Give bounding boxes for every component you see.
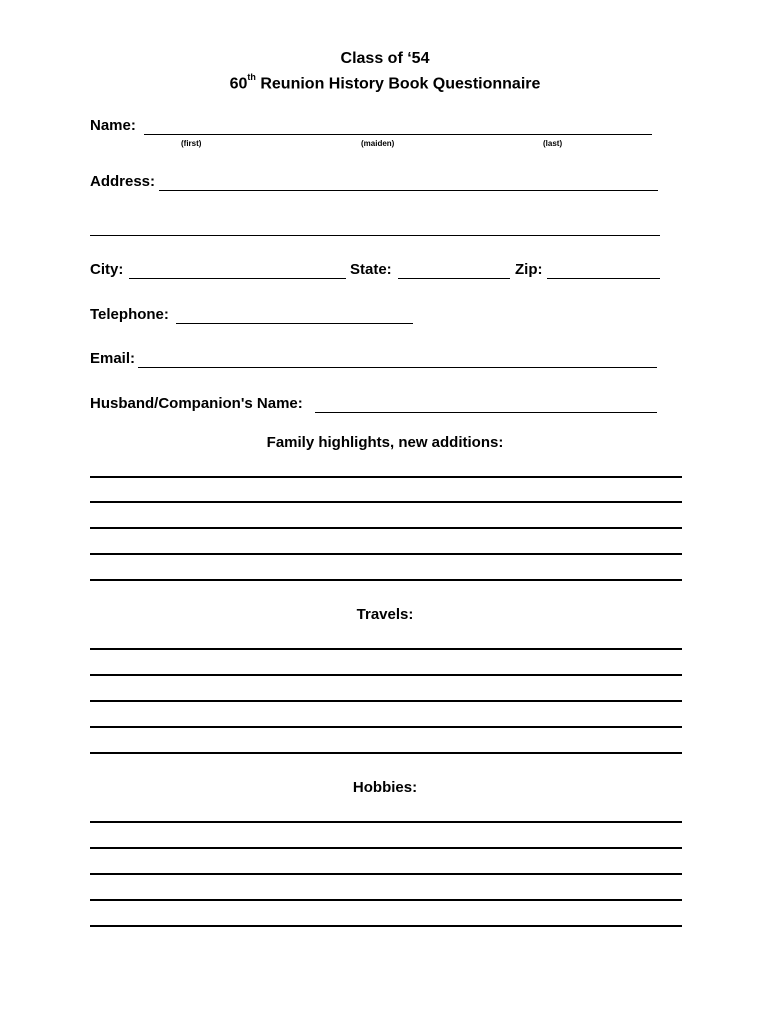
title-rest: Reunion History Book Questionnaire [255,75,541,93]
travels-answer-line[interactable] [90,674,682,676]
family-answer-line[interactable] [90,501,682,503]
title-superscript: th [247,72,256,82]
travels-answer-line[interactable] [90,648,682,650]
hobbies-answer-line[interactable] [90,899,682,901]
city-label: City: [90,261,124,278]
telephone-field[interactable] [176,323,413,324]
travels-answer-line[interactable] [90,726,682,728]
address-field-line2[interactable] [90,235,660,236]
name-field[interactable] [144,134,652,135]
travels-section-title: Travels: [356,606,414,623]
zip-label: Zip: [515,261,543,278]
title-number: 60 [229,75,248,93]
family-answer-line[interactable] [90,527,682,529]
name-last-hint: (last) [543,139,563,148]
hobbies-answer-line[interactable] [90,821,682,823]
name-label: Name: [90,117,136,134]
city-field[interactable] [129,278,346,279]
zip-field[interactable] [547,278,660,279]
email-label: Email: [90,350,136,367]
name-maiden-hint: (maiden) [361,139,395,148]
travels-answer-line[interactable] [90,700,682,702]
spouse-label: Husband/Companion's Name: [90,395,303,412]
hobbies-answer-line[interactable] [90,847,682,849]
address-field-line1[interactable] [159,190,658,191]
telephone-label: Telephone: [90,306,169,323]
state-label: State: [350,261,392,278]
family-answer-line[interactable] [90,476,682,478]
spouse-field[interactable] [315,412,657,413]
family-section-title: Family highlights, new additions: [266,434,504,451]
hobbies-answer-line[interactable] [90,925,682,927]
email-field[interactable] [138,367,657,368]
hobbies-answer-line[interactable] [90,873,682,875]
form-title-line1: Class of ‘54 [340,50,430,67]
address-label: Address: [90,173,156,190]
hobbies-section-title: Hobbies: [352,779,418,796]
family-answer-line[interactable] [90,553,682,555]
form-title-line2 [0,74,770,93]
family-answer-line[interactable] [90,579,682,581]
state-field[interactable] [398,278,510,279]
travels-answer-line[interactable] [90,752,682,754]
name-first-hint: (first) [181,139,202,148]
